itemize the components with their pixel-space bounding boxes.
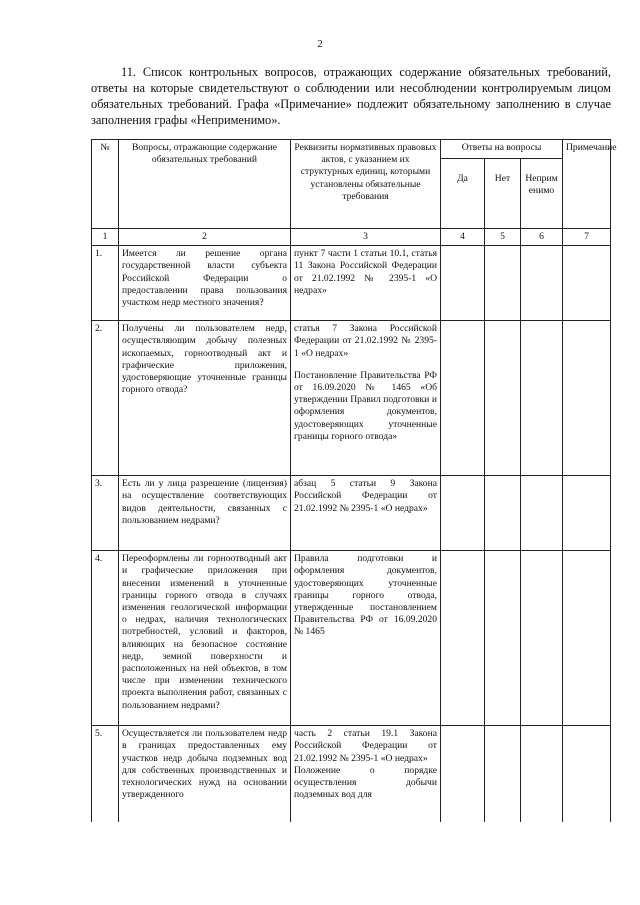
table-row: [92, 726, 611, 823]
row-requisites: [291, 551, 441, 726]
requisite-text: пункт 7 части 1 статьи 10.1, статья 11 Закона Российской Федерации от 21.02.1992 № 2395-1 «О недрах»: [294, 248, 437, 296]
header-requisites: Реквизиты нормативных правовых актов, с указанием их структурных единиц, которыми установлены обязательные требования: [291, 140, 441, 229]
column-number: 5: [485, 229, 521, 246]
answer-yes-cell[interactable]: [441, 321, 485, 476]
requisite-text: Правила подготовки и оформления документов, удостоверяющих уточненные границы горного отвода, утвержденные постановлением Правительства РФ от 16.09.2020 № 1465: [294, 553, 437, 638]
answer-yes-cell[interactable]: [441, 246, 485, 321]
row-number: 3.: [92, 476, 119, 551]
row-question: Есть ли у лица разрешение (лицензия) на осуществление соответствующих видов деятельности, связанных с пользованием недрами?: [119, 476, 291, 551]
answer-yes-cell[interactable]: [441, 551, 485, 726]
answer-yes-cell[interactable]: [441, 476, 485, 551]
column-number: 6: [521, 229, 563, 246]
row-number: 4.: [92, 551, 119, 726]
table-row: [92, 321, 611, 476]
requisite-text: абзац 5 статьи 9 Закона Российской Федерации от 21.02.1992 № 2395-1 «О недрах»: [294, 478, 437, 514]
column-number: 7: [563, 229, 611, 246]
header-yes: Да: [441, 159, 485, 229]
row-number: 1.: [92, 246, 119, 321]
row-question: Осуществляется ли пользователем недр в границах предоставленных ему участков недр добыча подземных вод для собственных производственных и технологических нужд на основании утвержденного: [119, 726, 291, 823]
header-num: №: [92, 140, 119, 229]
answer-na-cell[interactable]: [521, 551, 563, 726]
column-number: 4: [441, 229, 485, 246]
column-number-row: [92, 229, 611, 246]
row-number: 2.: [92, 321, 119, 476]
answer-na-cell[interactable]: [521, 476, 563, 551]
row-question: Имеется ли решение органа государственной власти субъекта Российской Федерации о предоставлении права пользования участком недр местного значения?: [119, 246, 291, 321]
answer-na-cell[interactable]: [521, 321, 563, 476]
page-number: 2: [317, 38, 323, 50]
header-na: Неприменимо: [521, 159, 563, 229]
answer-no-cell[interactable]: [485, 726, 521, 823]
note-cell[interactable]: [563, 551, 611, 726]
requisite-text: часть 2 статьи 19.1 Закона Российской Федерации от 21.02.1992 № 2395-1 «О недрах»: [294, 728, 437, 764]
answer-na-cell[interactable]: [521, 726, 563, 823]
table-row: [92, 476, 611, 551]
header-answers: Ответы на вопросы: [441, 140, 563, 159]
row-question: Получены ли пользователем недр, осуществляющим добычу полезных ископаемых, горноотводный акт и графические приложения, удостоверяющие уточненные границы горного отвода?: [119, 321, 291, 476]
answer-na-cell[interactable]: [521, 246, 563, 321]
table-row: [92, 551, 611, 726]
column-number: 1: [92, 229, 119, 246]
header-no: Нет: [485, 159, 521, 229]
table-row: [92, 246, 611, 321]
requisite-text: Положение о порядке осуществления добычи подземных вод для: [294, 764, 437, 801]
row-question: Переоформлены ли горноотводный акт и графические приложения при внесении изменений в уточненные границы горного отвода в случаях изменения геологической информации о недрах, наличия технологических потребностей, условий и факторов, влияющих на безопасное состояние недр, земной поверхности и расположенных на ней объектов, в том числе при изменении технического проекта выполнения работ, связанных с пользованием недрами?: [119, 551, 291, 726]
row-requisites: [291, 726, 441, 823]
row-requisites: [291, 476, 441, 551]
checklist-table: [91, 139, 617, 822]
answer-no-cell[interactable]: [485, 246, 521, 321]
header-row: [92, 140, 611, 159]
requisite-text: Постановление Правительства РФ от 16.09.2020 № 1465 «Об утверждении Правил подготовки и оформления документов, удостоверяющих уточненные границы горного отвода»: [294, 369, 437, 442]
row-requisites: [291, 321, 441, 476]
header-question: Вопросы, отражающие содержание обязательных требований: [119, 140, 291, 229]
note-cell[interactable]: [563, 246, 611, 321]
note-cell[interactable]: [563, 726, 611, 823]
answer-no-cell[interactable]: [485, 551, 521, 726]
header-note: Примечание: [563, 140, 611, 229]
answer-no-cell[interactable]: [485, 476, 521, 551]
requisite-text: статья 7 Закона Российской Федерации от 21.02.1992 № 2395-1 «О недрах»: [294, 323, 437, 359]
note-cell[interactable]: [563, 321, 611, 476]
note-cell[interactable]: [563, 476, 611, 551]
answer-yes-cell[interactable]: [441, 726, 485, 823]
answer-no-cell[interactable]: [485, 321, 521, 476]
column-number: 3: [291, 229, 441, 246]
column-number: 2: [119, 229, 291, 246]
row-number: 5.: [92, 726, 119, 823]
intro-paragraph: 11. Список контрольных вопросов, отражающих содержание обязательных требований, ответы на которые свидетельствуют о соблюдении или несоблюдении контролируемым лицом обязательных требований. Графа «Примечание» подлежит обязательному заполнению в случае заполнения графы «Неприменимо».: [91, 65, 611, 127]
row-requisites: [291, 246, 441, 321]
